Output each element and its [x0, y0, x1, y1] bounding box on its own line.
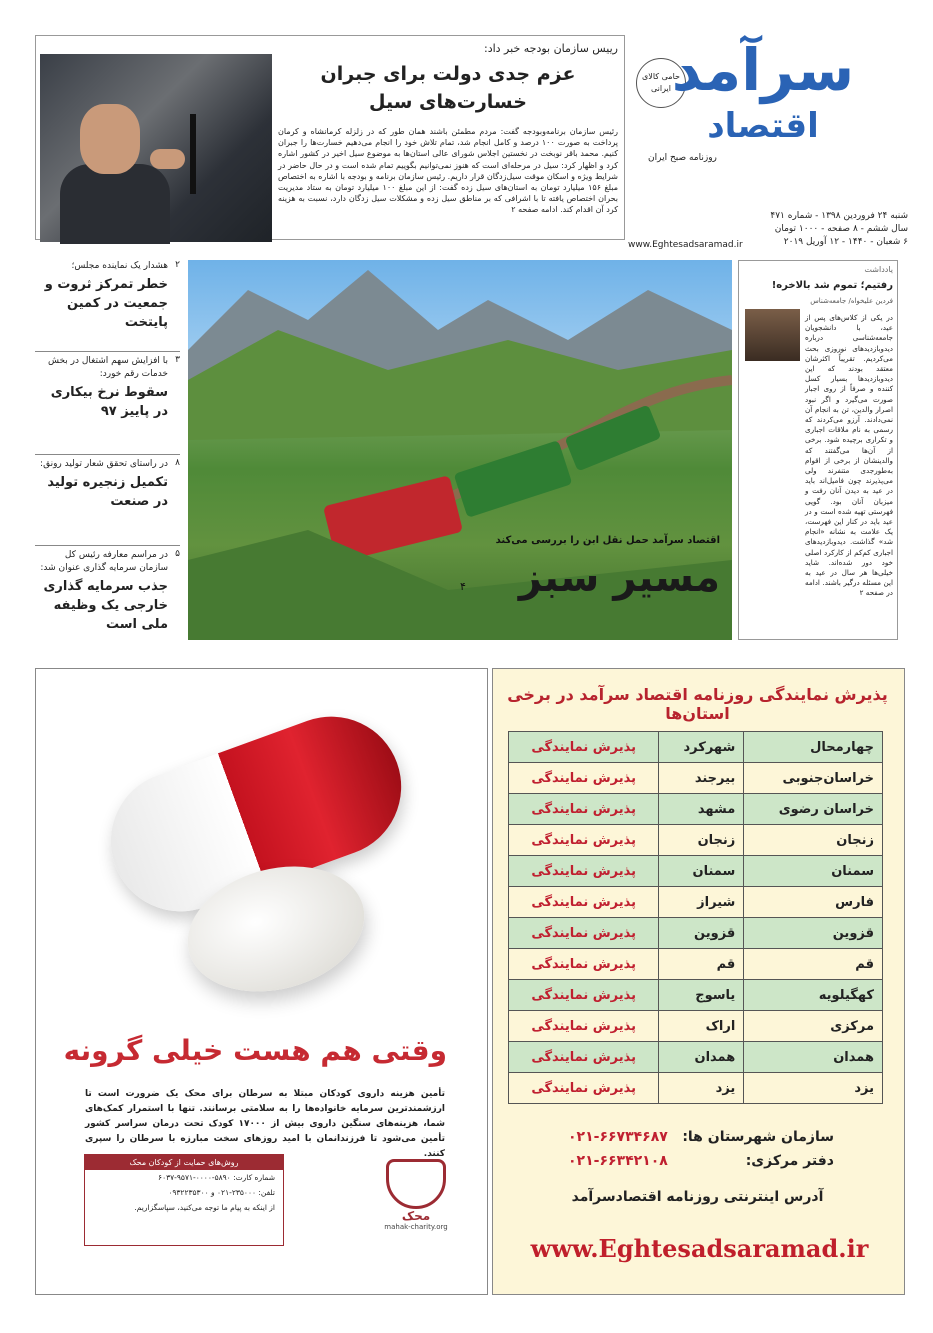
phone-number: تلفن: ۲۳۵۰۰۰-۰۲۱ و ۰۹۳۲۲۳۵۳۰۰	[168, 1188, 275, 1197]
slogan-badge: حامی کالای ایرانی	[636, 58, 686, 108]
status-cell: پذیرش نمایندگی	[509, 794, 659, 825]
province-cell: قزوین	[744, 918, 883, 949]
province-cell: زنجان	[744, 825, 883, 856]
side-news-title: سقوط نرخ بیکاری در پاییز ۹۷	[50, 385, 168, 419]
author-photo	[745, 309, 800, 361]
province-cell: خراسان رضوی	[744, 794, 883, 825]
page-number: ۳	[175, 355, 180, 365]
city-cell: اراک	[659, 1011, 744, 1042]
city-cell: بیرجند	[659, 763, 744, 794]
city-cell: زنجان	[659, 825, 744, 856]
side-news-item[interactable]	[35, 549, 180, 639]
status-cell: پذیرش نمایندگی	[509, 1042, 659, 1073]
city-cell: قم	[659, 949, 744, 980]
province-cell: قم	[744, 949, 883, 980]
status-cell: پذیرش نمایندگی	[509, 887, 659, 918]
province-cell: کهگیلویه	[744, 980, 883, 1011]
agency-row	[509, 856, 883, 887]
issue-volume: سال ششم - ۸ صفحه - ۱۰۰۰ تومان	[774, 224, 908, 234]
website-link[interactable]: www.Eghtesadsaramad.ir	[530, 1234, 869, 1263]
agency-row	[509, 763, 883, 794]
train-photo	[188, 260, 732, 640]
agency-row	[509, 732, 883, 763]
photo-headline[interactable]: مسیر سبز	[518, 555, 720, 601]
side-news-kicker: هشدار یک نماینده مجلس؛	[71, 261, 168, 271]
city-cell: مشهد	[659, 794, 744, 825]
top-story	[35, 35, 625, 240]
contact-label: سازمان شهرستان ها:	[682, 1129, 834, 1145]
newspaper-logo: سرآمد	[671, 36, 855, 104]
status-cell: پذیرش نمایندگی	[509, 763, 659, 794]
status-cell: پذیرش نمایندگی	[509, 949, 659, 980]
agency-row	[509, 949, 883, 980]
agency-row	[509, 1073, 883, 1104]
top-story-photo	[40, 54, 272, 242]
agency-row	[509, 980, 883, 1011]
donation-box	[84, 1154, 284, 1246]
city-cell: سمنان	[659, 856, 744, 887]
side-news-kicker: با افزایش سهم اشتغال در بخش خدمات رقم خورد:	[47, 356, 168, 379]
card-number: شماره کارت: ۵۸۹۰-۰۰۰۰-۹۵۷۱-۶۰۳۷	[158, 1173, 275, 1182]
side-news-title: تکمیل زنجیره تولید در صنعت	[47, 475, 168, 509]
agency-row	[509, 1011, 883, 1042]
agency-ad	[492, 668, 905, 1295]
city-cell: شیراز	[659, 887, 744, 918]
top-story-headline[interactable]: عزم جدی دولت برای جبران خسارت‌های سیل	[320, 63, 576, 113]
donation-box-title: روش‌های حمایت از کودکان محک	[85, 1155, 283, 1170]
province-cell: چهارمحال	[744, 732, 883, 763]
contact-phone[interactable]: ۰۲۱-۶۶۳۴۲۱۰۸	[568, 1153, 668, 1169]
status-cell: پذیرش نمایندگی	[509, 856, 659, 887]
opinion-column	[738, 260, 898, 640]
side-news-item[interactable]	[35, 355, 180, 455]
newspaper-logo-sub: اقتصاد	[707, 106, 819, 146]
city-cell: قزوین	[659, 918, 744, 949]
city-cell: همدان	[659, 1042, 744, 1073]
agency-row	[509, 887, 883, 918]
mahak-logo-icon	[386, 1159, 446, 1209]
status-cell: پذیرش نمایندگی	[509, 732, 659, 763]
status-cell: پذیرش نمایندگی	[509, 1073, 659, 1104]
top-story-kicker: رییس سازمان بودجه خبر داد:	[484, 42, 618, 55]
side-news-title: جذب سرمایه گذاری خارجی یک وظیفه ملی است	[43, 579, 168, 632]
mahak-logo-name: محک	[401, 1209, 431, 1223]
photo-caption: اقتصاد سرآمد حمل نقل ابن را بررسی می‌کند	[495, 535, 720, 546]
contact-label: دفتر مرکزی:	[745, 1153, 834, 1169]
agency-row	[509, 1042, 883, 1073]
side-news-title: خطر تمرکز ثروت و جمعیت در کمین پایتخت	[44, 277, 168, 330]
side-news-kicker: در مراسم معارفه رئیس کل سازمان سرمایه گذاری عنوان شد:	[40, 550, 168, 573]
ad-body: تأمین هزینه داروی کودکان مبتلا به سرطان برای محک یک ضرورت است تا ارزشمندترین سرمایه خانواده‌ها را به سلامتی برسانند. تنها با استمرار کمک‌های شما، هزینه‌های سنگین داروی بیش از ۱۷۰۰۰ کودک تحت درمان سراسر کشور تأمین می‌شود تا فرزندانمان با امید روزهای سخت مبارزه با سرطان را سپری کنند.	[85, 1089, 445, 1159]
page-number: ۲	[175, 260, 180, 270]
contact-phone[interactable]: ۰۲۱-۶۶۷۳۴۶۸۷	[568, 1129, 668, 1145]
province-cell: خراسان‌جنوبی	[744, 763, 883, 794]
ad-headline: وقتی هم هست خیلی گرونه	[63, 1034, 447, 1067]
mahak-ad[interactable]	[35, 668, 488, 1295]
website-label: آدرس اینترنتی روزنامه اقتصادسرآمد	[571, 1189, 824, 1205]
website-link[interactable]: www.Eghtesadsaramad.ir	[628, 240, 743, 250]
agency-row	[509, 825, 883, 856]
status-cell: پذیرش نمایندگی	[509, 980, 659, 1011]
thanks-line: از اینکه به پیام ما توجه می‌کنید، سپاسگزاریم.	[134, 1203, 275, 1212]
page-number: ۵	[175, 549, 180, 559]
opinion-title[interactable]: رفتیم؛ تموم شد بالاخره!	[771, 280, 893, 291]
issue-hijri-date: ۶ شعبان - ۱۴۴۰ - ۱۲ آوریل ۲۰۱۹	[783, 237, 908, 247]
top-story-body: رئیس سازمان برنامه‌وبودجه گفت: مردم مطمئن باشند همان طور که در زلزله کرمانشاه و کرمان پرداخت به صورت ۱۰۰ درصد و کامل انجام شد، تمام تلاش خود را انجام می‌دهیم خسارت‌ها را جبران کنیم. محمد باقر نوبخت در نخستین اجلاس شورای عالی استان‌ها به موضوع سیل اخیر در کشور اشاره کرد و اظهار کرد: سیل در مرحله‌ای است که هنوز نمی‌توانیم بگوییم تمام شده است و در حال حاضر در شرایط ویژه و اسکان موقت سیل‌زدگان قرار داریم. رئیس سازمان برنامه و بودجه با اشاره به اختصاص مبلغ ۱۵۶ میلیارد تومان به استان‌های سیل زده گفت: از این مبلغ ۱۰۰ میلیارد تومان به ستاد مدیریت بحران اختصاص یافته تا با اشرافی که بر مناطق سیل زده و مشکلات سیل زدگان دارد، نسبت به هزینه کرد آن اقدام کند. ادامه صفحه ۲	[278, 127, 619, 215]
opinion-kicker: یادداشت	[864, 265, 893, 274]
province-cell: سمنان	[744, 856, 883, 887]
province-cell: مرکزی	[744, 1011, 883, 1042]
issue-date: شنبه ۲۴ فروردین ۱۳۹۸ - شماره ۴۷۱	[770, 211, 908, 221]
mahak-url[interactable]: mahak-charity.org	[384, 1223, 448, 1231]
city-cell: شهرکرد	[659, 732, 744, 763]
status-cell: پذیرش نمایندگی	[509, 825, 659, 856]
status-cell: پذیرش نمایندگی	[509, 1011, 659, 1042]
agency-table	[508, 731, 883, 1104]
daily-label: روزنامه صبح ایران	[648, 153, 717, 163]
province-cell: یزد	[744, 1073, 883, 1104]
province-cell: همدان	[744, 1042, 883, 1073]
city-cell: یزد	[659, 1073, 744, 1104]
mahak-logo	[356, 1159, 476, 1231]
masthead	[628, 28, 908, 256]
province-cell: فارس	[744, 887, 883, 918]
side-news-kicker: در راستای تحقق شعار تولید رونق:	[40, 459, 168, 469]
news-sidebar	[35, 260, 180, 640]
side-news-item[interactable]	[35, 458, 180, 546]
side-news-item[interactable]	[35, 260, 180, 352]
agency-row	[509, 794, 883, 825]
issue-info	[728, 210, 908, 249]
opinion-author: فردین علیخواه/ جامعه‌شناس	[810, 297, 893, 305]
page-number: ۸	[175, 458, 180, 468]
agency-title: پذیرش نمایندگی روزنامه اقتصاد سرآمد در برخی استان‌ها	[507, 685, 888, 723]
opinion-body: در یکی از کلاس‌های پس از عید، با دانشجویان جامعه‌شناسی درباره دیدوبازدیدهای نوروزی بحث می‌کردیم. تقریباً اکثرشان معتقد بودند که این دیدوبازدیدها بسیار کسل کننده و صرفاً از روی اجبار صورت می‌گیرد و اگر نبود اصرار والدین، تن به انجام آن نمی‌دادند. آرزو می‌کردند که رسمی به نام ملاقات اجباری و تکراری برچیده شود. برخی از آن‌ها می‌گفتند که والدینشان از برخی از اقوام به‌طورجدی متنفرند ولی می‌پذیرند چون فامیل‌اند باید در عید به دیدن آنان رفت و میزبان آنان بود. گویی فهرستی تهیه شده است و در عید باید در کنار این فهرست، یک علامت به نشانه «انجام شد» گذاشت. دیدوبازدیدهای اجباری کم‌کم از کارکرد اصلی خود دور شده‌اند. شاید خیلی‌ها هر سال در عید به این مسئله درگیر باشند. ادامه در صفحه ۲	[805, 313, 893, 598]
page-number: ۴	[460, 580, 466, 593]
city-cell: یاسوج	[659, 980, 744, 1011]
agency-row	[509, 918, 883, 949]
status-cell: پذیرش نمایندگی	[509, 918, 659, 949]
